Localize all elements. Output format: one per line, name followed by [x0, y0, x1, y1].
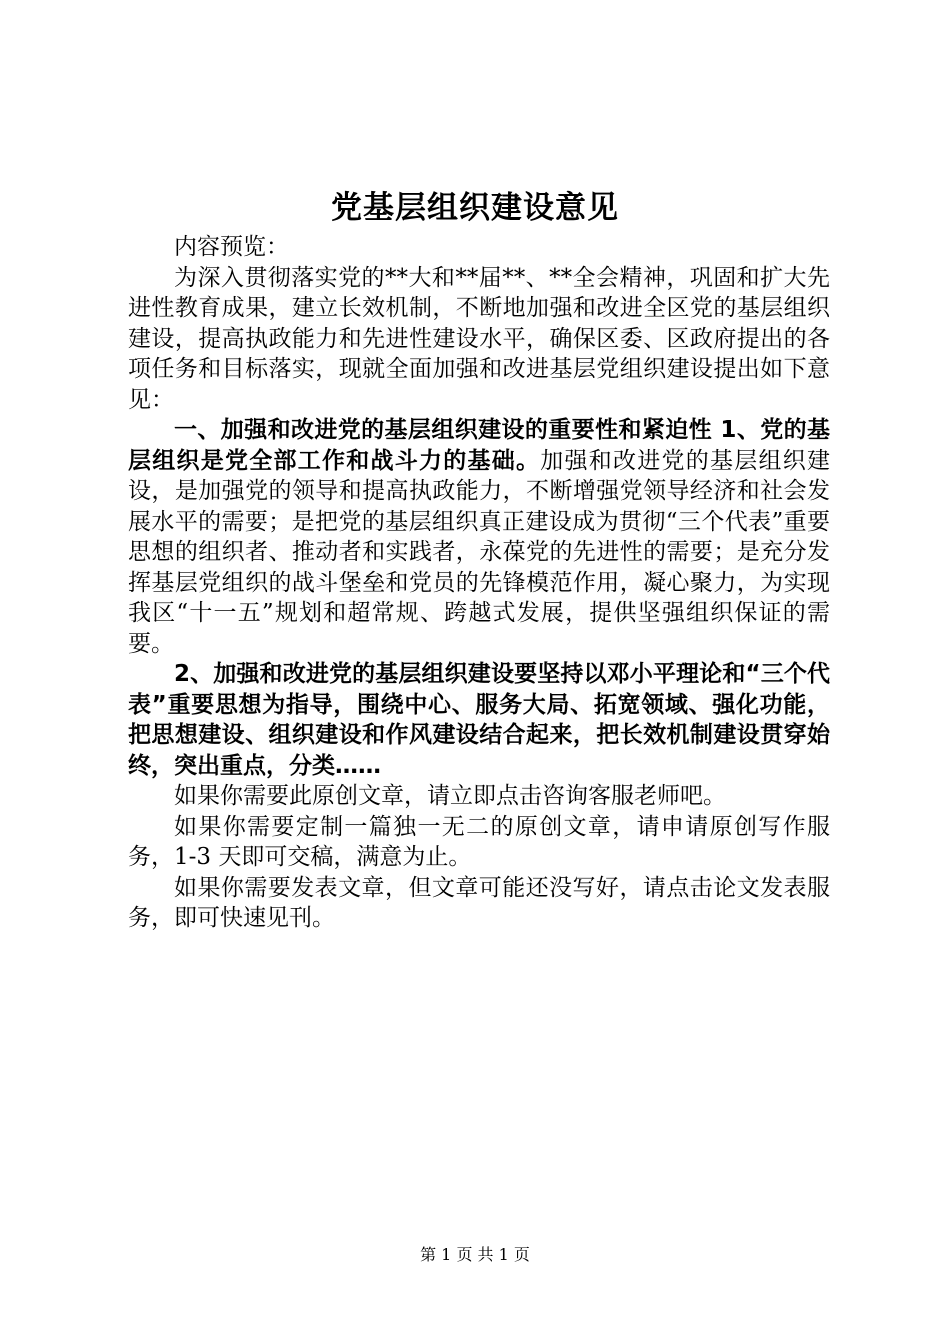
intro-paragraph: 为深入贯彻落实党的**大和**届**、**全会精神，巩固和扩大先进性教育成果，建立长效机制，不断地加强和改进全区党的基层组织建设，提高执政能力和先进性建设水平，确保区委、区政府提出的各项任务和目标落实，现就全面加强和改进基层党组织建设提出如下意见：	[128, 264, 830, 413]
document-title: 党基层组织建设意见	[331, 190, 619, 226]
document-body	[128, 232, 830, 934]
section-2-paragraph: 2、加强和改进党的基层组织建设要坚持以邓小平理论和“三个代表”重要思想为指导，围绕中心、服务大局、拓宽领域、强化功能，把思想建设、组织建设和作风建设结合起来，把长效机制建设贯穿始终，突出重点，分类……	[128, 661, 830, 779]
section-1-heading: 一、加强和改进党的基层组织建设的重要性和紧迫性 1、党的基层组织是党全部工作和战斗力的基础。	[128, 417, 830, 474]
notice-custom-writing: 如果你需要定制一篇独一无二的原创文章，请申请原创写作服务，1-3 天即可交稿，满意为止。	[128, 813, 830, 870]
preview-label: 内容预览：	[174, 234, 289, 260]
section-1-text: 加强和改进党的基层组织建设，是加强党的领导和提高执政能力，不断增强党领导经济和社会发展水平的需要；是把党的基层组织真正建设成为贯彻“三个代表”重要思想的组织者、推动者和实践者，永葆党的先进性的需要；是充分发挥基层党组织的战斗堡垒和党员的先锋模范作用，凝心聚力，为实现我区“十一五”规划和超常规、跨越式发展，提供坚强组织保证的需要。	[128, 447, 830, 657]
section-1-paragraph	[128, 415, 830, 659]
page-footer: 第 1 页 共 1 页	[420, 1245, 530, 1264]
notice-publication: 如果你需要发表文章，但文章可能还没写好，请点击论文发表服务，即可快速见刊。	[128, 874, 830, 931]
notice-consult: 如果你需要此原创文章，请立即点击咨询客服老师吧。	[174, 783, 726, 809]
